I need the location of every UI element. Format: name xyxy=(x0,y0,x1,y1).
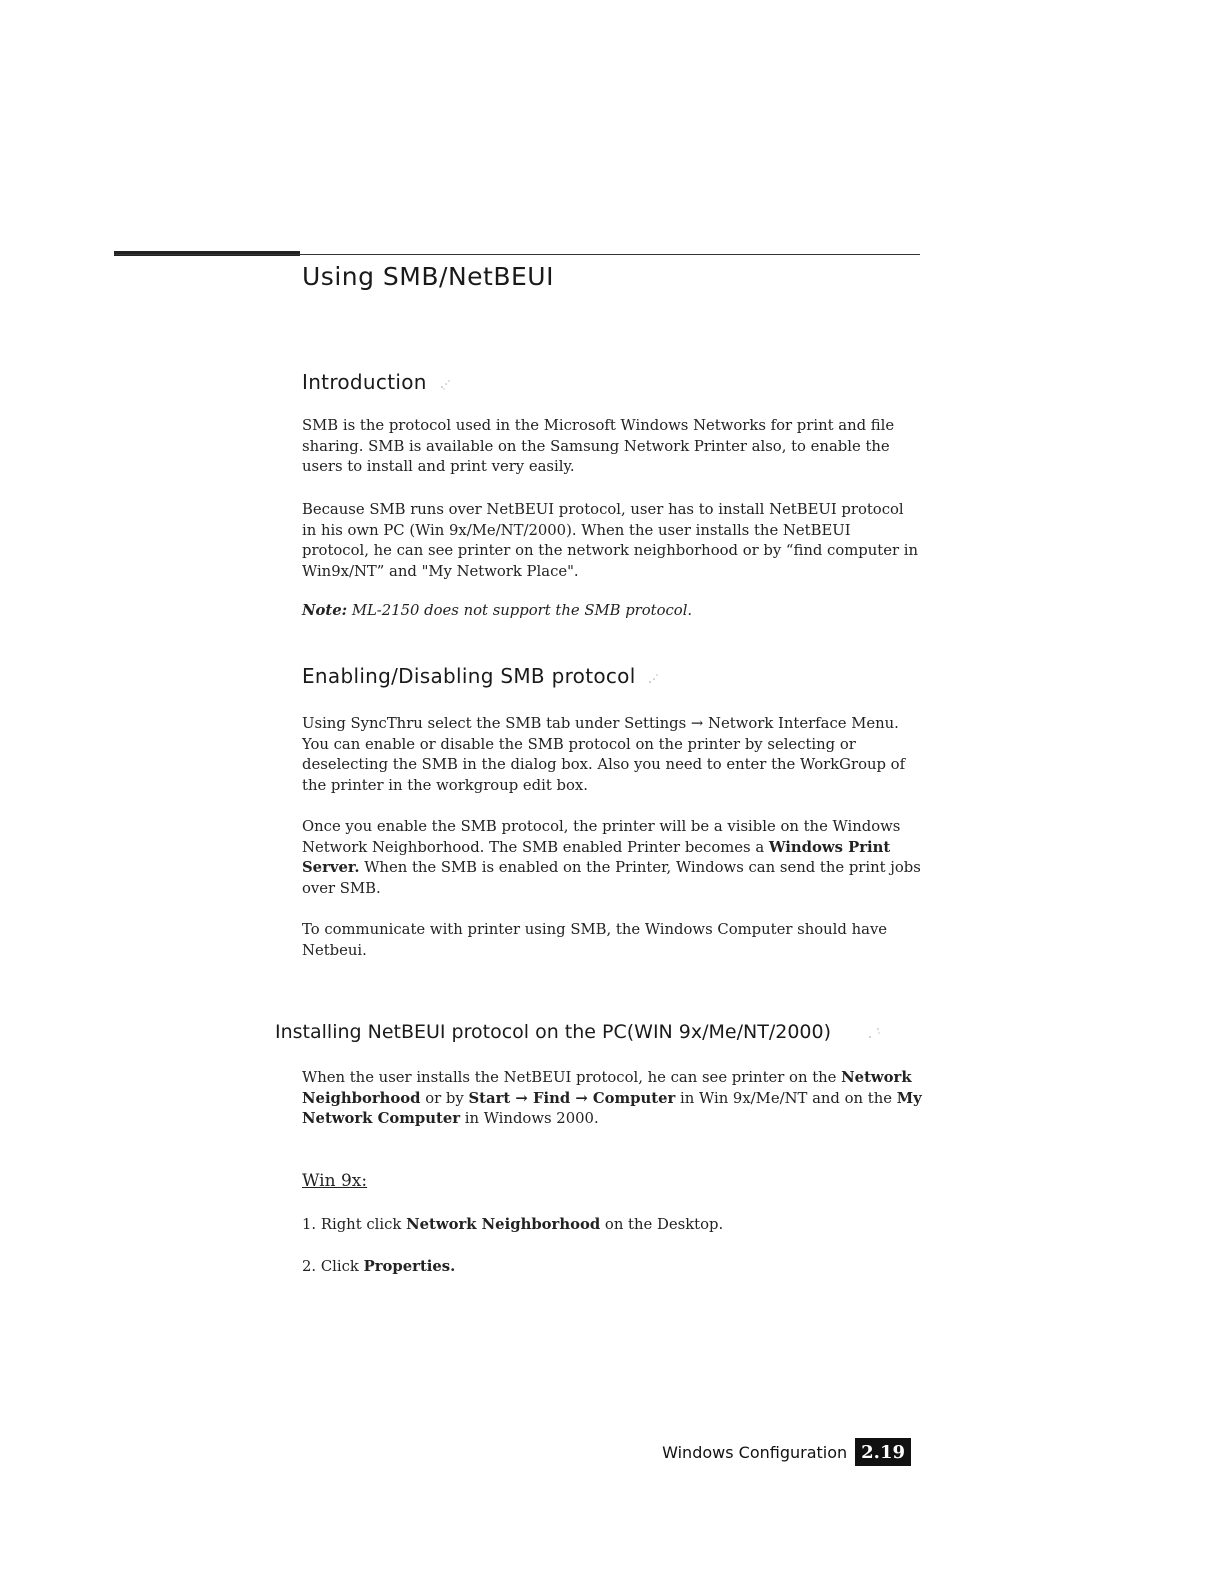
enabling-p2-text-b: When the SMB is enabled on the Printer, Windows can send the print jobs over SMB. xyxy=(302,859,921,897)
step-2-text-a: 2. Click xyxy=(302,1258,359,1275)
scan-speck-icon xyxy=(648,672,662,684)
enabling-paragraph-2 xyxy=(302,817,922,899)
page-number-badge: 2.19 xyxy=(855,1438,911,1466)
intro-note xyxy=(302,601,922,622)
note-text: ML-2150 does not support the SMB protocol. xyxy=(351,602,693,619)
scan-speck-icon xyxy=(439,378,453,390)
step-2 xyxy=(302,1257,922,1278)
win9x-heading: Win 9x: xyxy=(302,1171,368,1191)
enabling-p2-text-a: Once you enable the SMB protocol, the printer will be a visible on the Windows Network Neighborhood. The SMB enabled Printer becomes a xyxy=(302,818,901,856)
installing-heading xyxy=(275,1021,881,1043)
enabling-heading xyxy=(302,664,662,688)
page-title: Using SMB/NetBEUI xyxy=(302,262,554,291)
step-1-text-b: on the Desktop. xyxy=(604,1216,724,1233)
intro-heading-text: Introduction xyxy=(302,370,427,394)
enabling-paragraph-1: Using SyncThru select the SMB tab under Settings → Network Interface Menu. You can enable or disable the SMB protocol on the printer by selecting or deselecting the SMB in the dialog box. Also you need to enter the WorkGroup of the printer in the workgroup edit box. xyxy=(302,715,906,794)
installing-text-a: When the user installs the NetBEUI protocol, he can see printer on the xyxy=(302,1069,837,1086)
intro-heading xyxy=(302,370,453,394)
intro-paragraph-1: SMB is the protocol used in the Microsoft Windows Networks for print and file sharing. SMB is available on the Samsung Network Printer also, to enable the users to install and print very easily. xyxy=(302,417,895,475)
installing-text-d: in Win 9x/Me/NT and on the xyxy=(680,1089,892,1107)
windows-print-server: Windows Print Server. xyxy=(302,838,891,876)
installing-heading-text: Installing NetBEUI protocol on the PC(WIN 9x/Me/NT/2000) xyxy=(275,1021,832,1043)
enabling-heading-text: Enabling/Disabling SMB protocol xyxy=(302,664,636,688)
page-footer xyxy=(662,1438,911,1466)
step-1-term: Network Neighborhood xyxy=(406,1216,601,1233)
installing-text-e: in Windows 2000. xyxy=(464,1110,599,1127)
installing-paragraph xyxy=(302,1068,922,1130)
note-label: Note: xyxy=(302,602,348,619)
start-find-computer-term: Start → Find → Computer xyxy=(468,1089,676,1107)
footer-section-label: Windows Configuration xyxy=(662,1442,848,1462)
step-1 xyxy=(302,1215,922,1236)
step-2-term: Properties. xyxy=(363,1258,456,1275)
network-neighborhood-term: Network Neighborhood xyxy=(302,1069,912,1107)
intro-paragraph-2: Because SMB runs over NetBEUI protocol, user has to install NetBEUI protocol in his own PC (Win 9x/Me/NT/2000). When the user installs the NetBEUI protocol, he can see printer on the network neighborhood or by “find computer in Win9x/NT” and "My Network Place". xyxy=(302,501,919,580)
enabling-paragraph-3: To communicate with printer using SMB, the Windows Computer should have Netbeui. xyxy=(302,921,888,959)
my-network-computer-term: My Network Computer xyxy=(302,1089,922,1127)
installing-text-c: or by xyxy=(425,1089,464,1107)
scan-speck-icon xyxy=(867,1027,881,1039)
step-1-text-a: 1. Right click xyxy=(302,1216,402,1233)
header-rule xyxy=(114,254,920,255)
